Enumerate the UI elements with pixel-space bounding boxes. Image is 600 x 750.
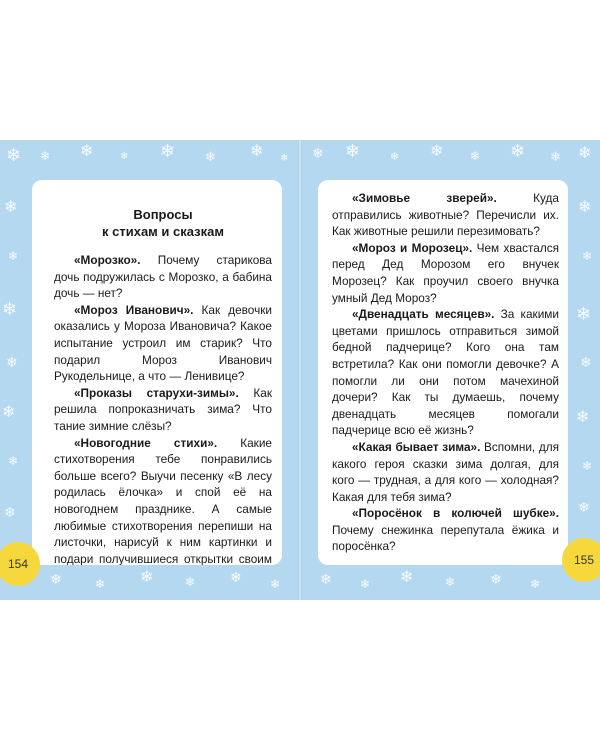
question-text: За какими цветами пришлось отправиться зимой бедной падчерице? Кого она там встретила? Как они помогли девочке? А помогли ли они потом мачехиной дочери? Как ты думаешь, почему двенадцать месяцев помогали падчерице всю её жизнь? [332,307,559,438]
page-number-left: 154 [0,542,40,586]
question-paragraph [332,505,559,555]
snowflake-icon: ❄ [470,149,481,163]
snowflake-icon: ❄ [490,571,502,587]
book-spread [0,140,600,600]
question-paragraph [54,252,272,302]
snowflake-icon: ❄ [530,577,541,591]
story-heading: «Новогодние стихи». [74,435,218,450]
snowflake-icon: ❄ [40,149,51,163]
snowflake-icon: ❄ [80,143,94,160]
snowflake-icon: ❄ [2,404,16,421]
snowflake-icon: ❄ [576,409,590,426]
story-heading: «Поросёнок в колючей шубке». [352,506,559,521]
snowflake-icon: ❄ [550,149,561,164]
snowflake-icon: ❄ [400,569,414,586]
title-line-1: Вопросы [133,207,193,222]
question-paragraph [54,435,272,565]
question-text: Почему старикова дочь подружилась с Морозко, а бабина дочь — нет? [54,253,272,301]
snowflake-icon: ❄ [445,575,456,589]
snowflake-icon: ❄ [510,141,526,161]
question-text: Куда отправились животные? Перечисли их. Как животные решили перезимовать? [332,191,559,239]
snowflake-icon: ❄ [4,199,18,216]
page-number-right: 155 [562,538,600,582]
snowflake-icon: ❄ [185,575,196,589]
question-text: Как решила попроказничать зима? Что тание зимние слёзы? [54,385,272,433]
left-page-content [54,194,272,565]
snowflake-icon: ❄ [95,577,106,591]
snowflake-icon: ❄ [120,151,129,162]
question-text: Вспомни, для какого героя сказки зима долгая, для кого — трудная, а для кого — холодная? Какая для тебя зима? [332,439,559,504]
snowflake-icon: ❄ [320,571,332,587]
right-page-content [332,190,559,555]
snowflake-icon: ❄ [430,143,444,160]
question-text: Почему снежинка перепутала ёжика и поросёнка? [332,522,559,554]
story-heading: «Двенадцать месяцев». [352,307,495,322]
left-page-text-panel [32,180,282,565]
snowflake-icon: ❄ [160,141,176,161]
snowflake-icon: ❄ [312,145,324,161]
snowflake-icon: ❄ [8,454,19,468]
snowflake-icon: ❄ [578,499,590,515]
question-text: Какие стихотворения тебе понравились больше всего? Выучи песенку «В лесу родилась ёлочка» и спой её на новогоднем празднике. А самые любимые стихотворения перепиши на листочки, нарисуй к ним картинки и подари получившиеся открытки своим [54,435,272,565]
question-text: Чем хвастался перед Дед Морозом его внучек Морозец? Как проучил своего внучка умный Дед Мороз? [332,240,559,305]
right-page-text-panel [318,180,568,565]
story-heading: «Мороз Иванович». [74,302,194,317]
snowflake-icon: ❄ [6,145,22,165]
snowflake-icon: ❄ [360,577,371,591]
snowflake-icon: ❄ [390,151,400,163]
snowflake-icon: ❄ [6,354,18,370]
snowflake-icon: ❄ [50,571,62,587]
snowflake-icon: ❄ [578,145,592,162]
story-heading: «Мороз и Морозец». [352,240,473,255]
snowflake-icon: ❄ [140,569,154,586]
story-heading: «Зимовье зверей». [352,191,497,205]
story-heading: «Проказы старухи-зимы». [74,385,239,400]
question-paragraph [332,306,559,439]
page-title [54,206,272,240]
title-line-2: к стихам и сказкам [102,224,224,239]
question-paragraph [332,190,559,240]
snowflake-icon: ❄ [2,299,18,319]
snowflake-icon: ❄ [345,141,361,161]
question-paragraph [332,240,559,306]
snowflake-icon: ❄ [8,249,19,263]
snowflake-icon: ❄ [576,304,592,324]
snowflake-icon: ❄ [4,504,16,520]
story-heading: «Морозко». [74,253,141,267]
snowflake-icon: ❄ [250,143,264,160]
snowflake-icon: ❄ [578,199,592,216]
book-gutter [298,140,302,600]
snowflake-icon: ❄ [230,569,242,585]
question-paragraph [54,302,272,385]
snowflake-icon: ❄ [580,354,592,370]
question-paragraph [54,385,272,435]
story-heading: «Какая бывает зима». [352,439,481,454]
snowflake-icon: ❄ [582,459,593,473]
question-paragraph [332,439,559,505]
snowflake-icon: ❄ [205,149,216,164]
snowflake-icon: ❄ [582,249,593,263]
snowflake-icon: ❄ [280,153,289,164]
snowflake-icon: ❄ [270,577,281,591]
question-text: Как девочки оказались у Мороза Ивановича? Какое испытание устроил им старик? Что подарил Мороз Иванович Рукодельнице, а что — Ленивице? [54,302,272,384]
